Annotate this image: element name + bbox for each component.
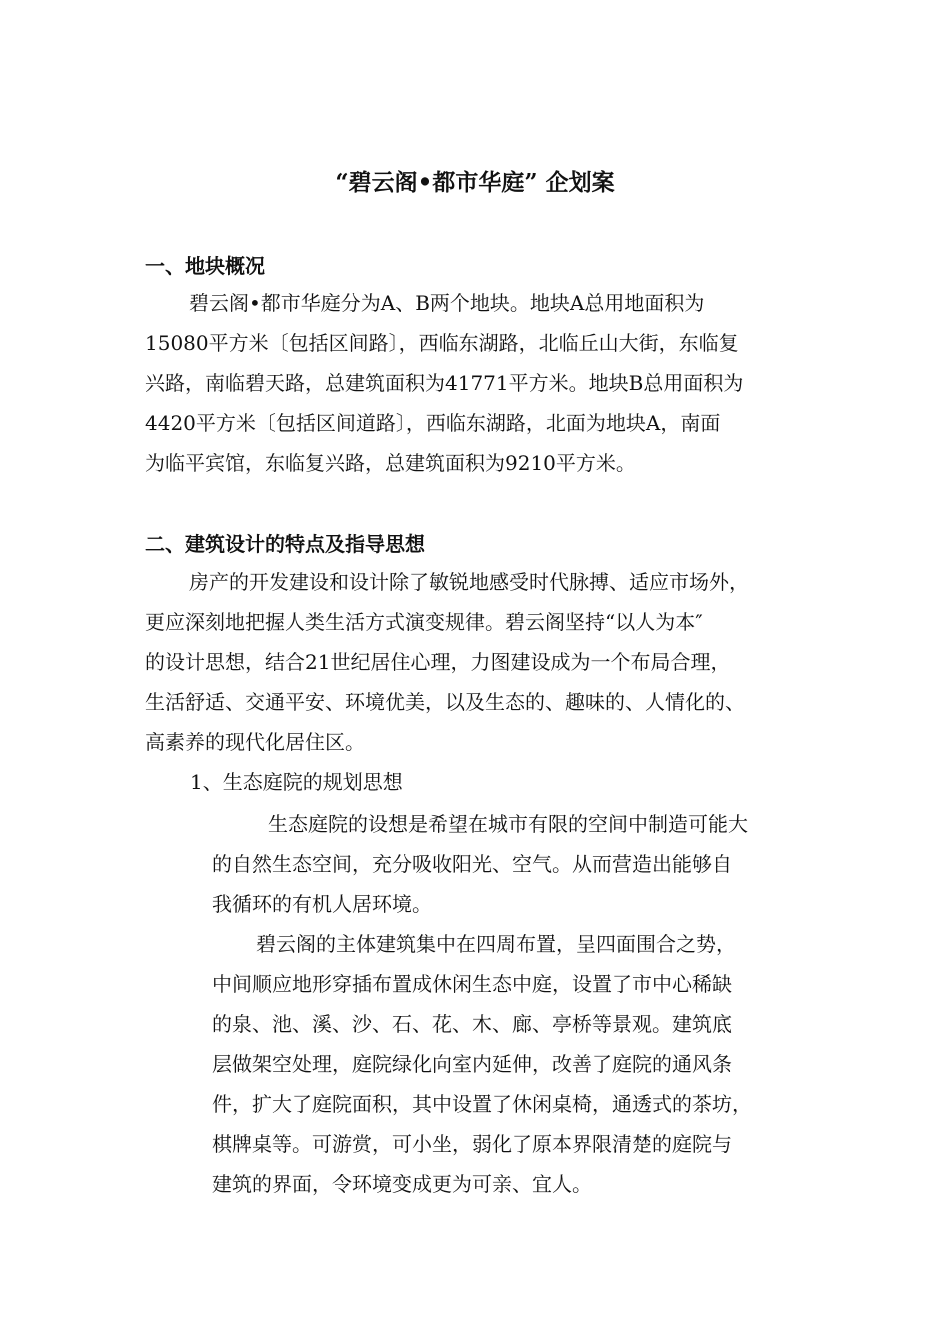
- paragraph-line: 我循环的有机人居环境。: [212, 892, 432, 916]
- section-heading-design-features: 二、建筑设计的特点及指导思想: [145, 532, 425, 556]
- paragraph-line: 4420平方米〔包括区间道路〕，西临东湖路，北面为地块A，南面: [145, 411, 721, 435]
- paragraph-line: 碧云阁•都市华庭分为A、B两个地块。地块A总用地面积为: [189, 291, 705, 315]
- paragraph-line: 建筑的界面，令环境变成更为可亲、宜人。: [212, 1172, 592, 1196]
- subsection-heading-eco-courtyard: 1、生态庭院的规划思想: [190, 770, 403, 794]
- paragraph-line: 15080平方米〔包括区间路〕，西临东湖路，北临丘山大街，东临复: [145, 331, 739, 355]
- document-title: “碧云阁•都市华庭” 企划案: [335, 169, 615, 196]
- subsection-paragraph: [212, 924, 752, 1204]
- paragraph-line: 碧云阁的主体建筑集中在四周布置，呈四面围合之势，: [256, 932, 736, 956]
- subsection-paragraph: [212, 804, 748, 924]
- paragraph-line: 高素养的现代化居住区。: [145, 730, 365, 754]
- paragraph-line: 房产的开发建设和设计除了敏锐地感受时代脉搏、适应市场外，: [189, 570, 749, 594]
- paragraph-line: 为临平宾馆，东临复兴路，总建筑面积为9210平方米。: [145, 451, 636, 475]
- paragraph-line: 更应深刻地把握人类生活方式演变规律。碧云阁坚持“以人为本″: [145, 610, 703, 634]
- paragraph-line: 层做架空处理，庭院绿化向室内延伸，改善了庭院的通风条: [212, 1052, 732, 1076]
- paragraph-line: 生态庭院的设想是希望在城市有限的空间中制造可能大: [268, 812, 748, 836]
- paragraph-line: 件，扩大了庭院面积，其中设置了休闲桌椅，通透式的茶坊，: [212, 1092, 752, 1116]
- section-paragraph: [145, 562, 749, 762]
- section-paragraph: [145, 283, 743, 483]
- paragraph-line: 中间顺应地形穿插布置成休闲生态中庭，设置了市中心稀缺: [212, 972, 732, 996]
- section-heading-site-overview: 一、地块概况: [145, 254, 265, 278]
- paragraph-line: 的泉、池、溪、沙、石、花、木、廊、亭桥等景观。建筑底: [212, 1012, 732, 1036]
- paragraph-line: 的设计思想，结合21世纪居住心理，力图建设成为一个布局合理，: [145, 650, 731, 674]
- paragraph-line: 兴路，南临碧天路，总建筑面积为41771平方米。地块B总用面积为: [145, 371, 744, 395]
- paragraph-line: 生活舒适、交通平安、环境优美，以及生态的、趣味的、人情化的、: [145, 690, 745, 714]
- paragraph-line: 的自然生态空间，充分吸收阳光、空气。从而营造出能够自: [212, 852, 732, 876]
- paragraph-line: 棋牌桌等。可游赏，可小坐，弱化了原本界限清楚的庭院与: [212, 1132, 732, 1156]
